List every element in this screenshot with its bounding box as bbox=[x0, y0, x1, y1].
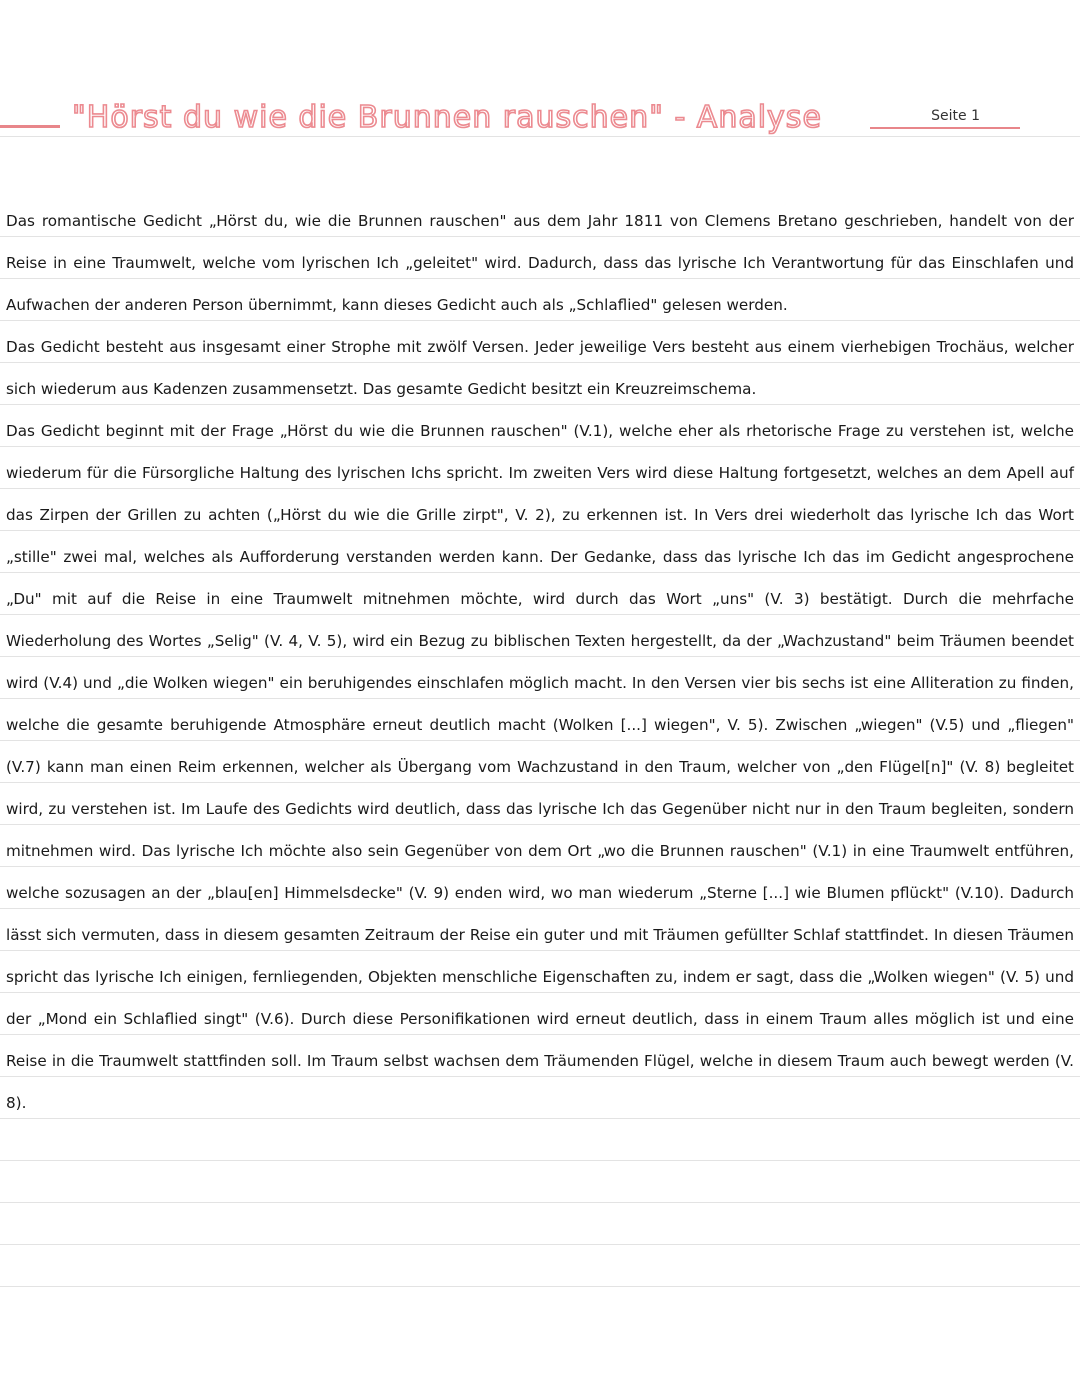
page-number-underline bbox=[870, 127, 1020, 129]
ruled-line bbox=[0, 136, 1080, 137]
ruled-line bbox=[0, 1160, 1080, 1161]
ruled-line bbox=[0, 1244, 1080, 1245]
ruled-line bbox=[0, 1286, 1080, 1287]
paragraph-intro: Das romantische Gedicht „Hörst du, wie die Brunnen rauschen" aus dem Jahr 1811 von Clemens Bretano geschrieben, handelt von der Reise in eine Traumwelt, welche vom lyrischen Ich „geleitet" wird. Dadurch, dass das lyrische Ich Verantwortung für das Einschlafen und Aufwachen der anderen Person übernimmt, kann dieses Gedicht auch als „Schlaflied" gelesen werden. bbox=[6, 212, 1074, 314]
paragraph-form: Das Gedicht besteht aus insgesamt einer Strophe mit zwölf Versen. Jeder jeweilige Vers besteht aus einem vierhebigen Trochäus, welcher sich wiederum aus Kadenzen zusammensetzt. Das gesamte Gedicht besitzt ein Kreuzreimschema. bbox=[6, 338, 1074, 398]
paragraph-analysis: Das Gedicht beginnt mit der Frage „Hörst du wie die Brunnen rauschen" (V.1), welche eher als rhetorische Frage zu verstehen ist, welche wiederum für die Fürsorgliche Haltung des lyrischen Ichs spricht. Im zweiten Vers wird diese Haltung fortgesetzt, welches an dem Apell auf das Zirpen der Grillen zu achten („Hörst du wie die Grille zirpt", V. 2), zu erkennen ist. In Vers drei wiederholt das lyrische Ich das Wort „stille" zwei mal, welches als Aufforderung verstanden werden kann. Der Gedanke, dass das lyrische Ich das im Gedicht angesprochene „Du" mit auf die Reise in eine Traumwelt mitnehmen möchte, wird durch das Wort „uns" (V. 3) bestätigt. Durch die mehrfache Wiederholung des Wortes „Selig" (V. 4, V. 5), wird ein Bezug zu biblischen Texten hergestellt, da der „Wachzustand" beim Träumen beendet wird (V.4) und „die Wolken wiegen" ein beruhigendes einschlafen möglich macht. In den Versen vier bis sechs ist eine Alliteration zu finden, welche die gesamte beruhigende Atmosphäre erneut deutlich macht (Wolken [...] wiegen", V. 5). Zwischen „wiegen" (V.5) und „fliegen" (V.7) kann man einen Reim erkennen, welcher als Übergang vom Wachzustand in den Traum, welcher von „den Flügel[n]" (V. 8) begleitet wird, zu verstehen ist. Im Laufe des Gedichts wird deutlich, dass das lyrische Ich das Gegenüber nicht nur in den Traum begleiten, sondern mitnehmen wird. Das lyrische Ich möchte also sein Gegenüber von dem Ort „wo die Brunnen rauschen" (V.1) in eine Traumwelt entführen, welche sozusagen an der „blau[en] Himmelsdecke" (V. 9) enden wird, wo man wiederum „Sterne [...] wie Blumen pflückt" (V.10). Dadurch lässt sich vermuten, dass in diesem gesamten Zeitraum der Reise ein guter und mit Träumen gefüllter Schlaf stattfindet. In diesen Träumen spricht das lyrische Ich einigen, fernliegenden, Objekten menschliche Eigenschaften zu, indem er sagt, dass die „Wolken wiegen" (V. 5) und der „Mond ein Schlaflied singt" (V.6). Durch diese Personifikationen wird erneut deutlich, dass in einem Traum alles möglich ist und eine Reise in die Traumwelt stattfinden soll. Im Traum selbst wachsen dem Träumenden Flügel, welche in diesem Traum auch bewegt werden (V. 8). bbox=[6, 422, 1074, 1112]
page-number: Seite 1 bbox=[931, 108, 980, 124]
ruled-line bbox=[0, 1202, 1080, 1203]
analysis-body bbox=[6, 200, 1074, 1124]
page-title: "Hörst du wie die Brunnen rauschen" - Analyse bbox=[72, 100, 822, 135]
title-accent-line bbox=[0, 125, 60, 128]
